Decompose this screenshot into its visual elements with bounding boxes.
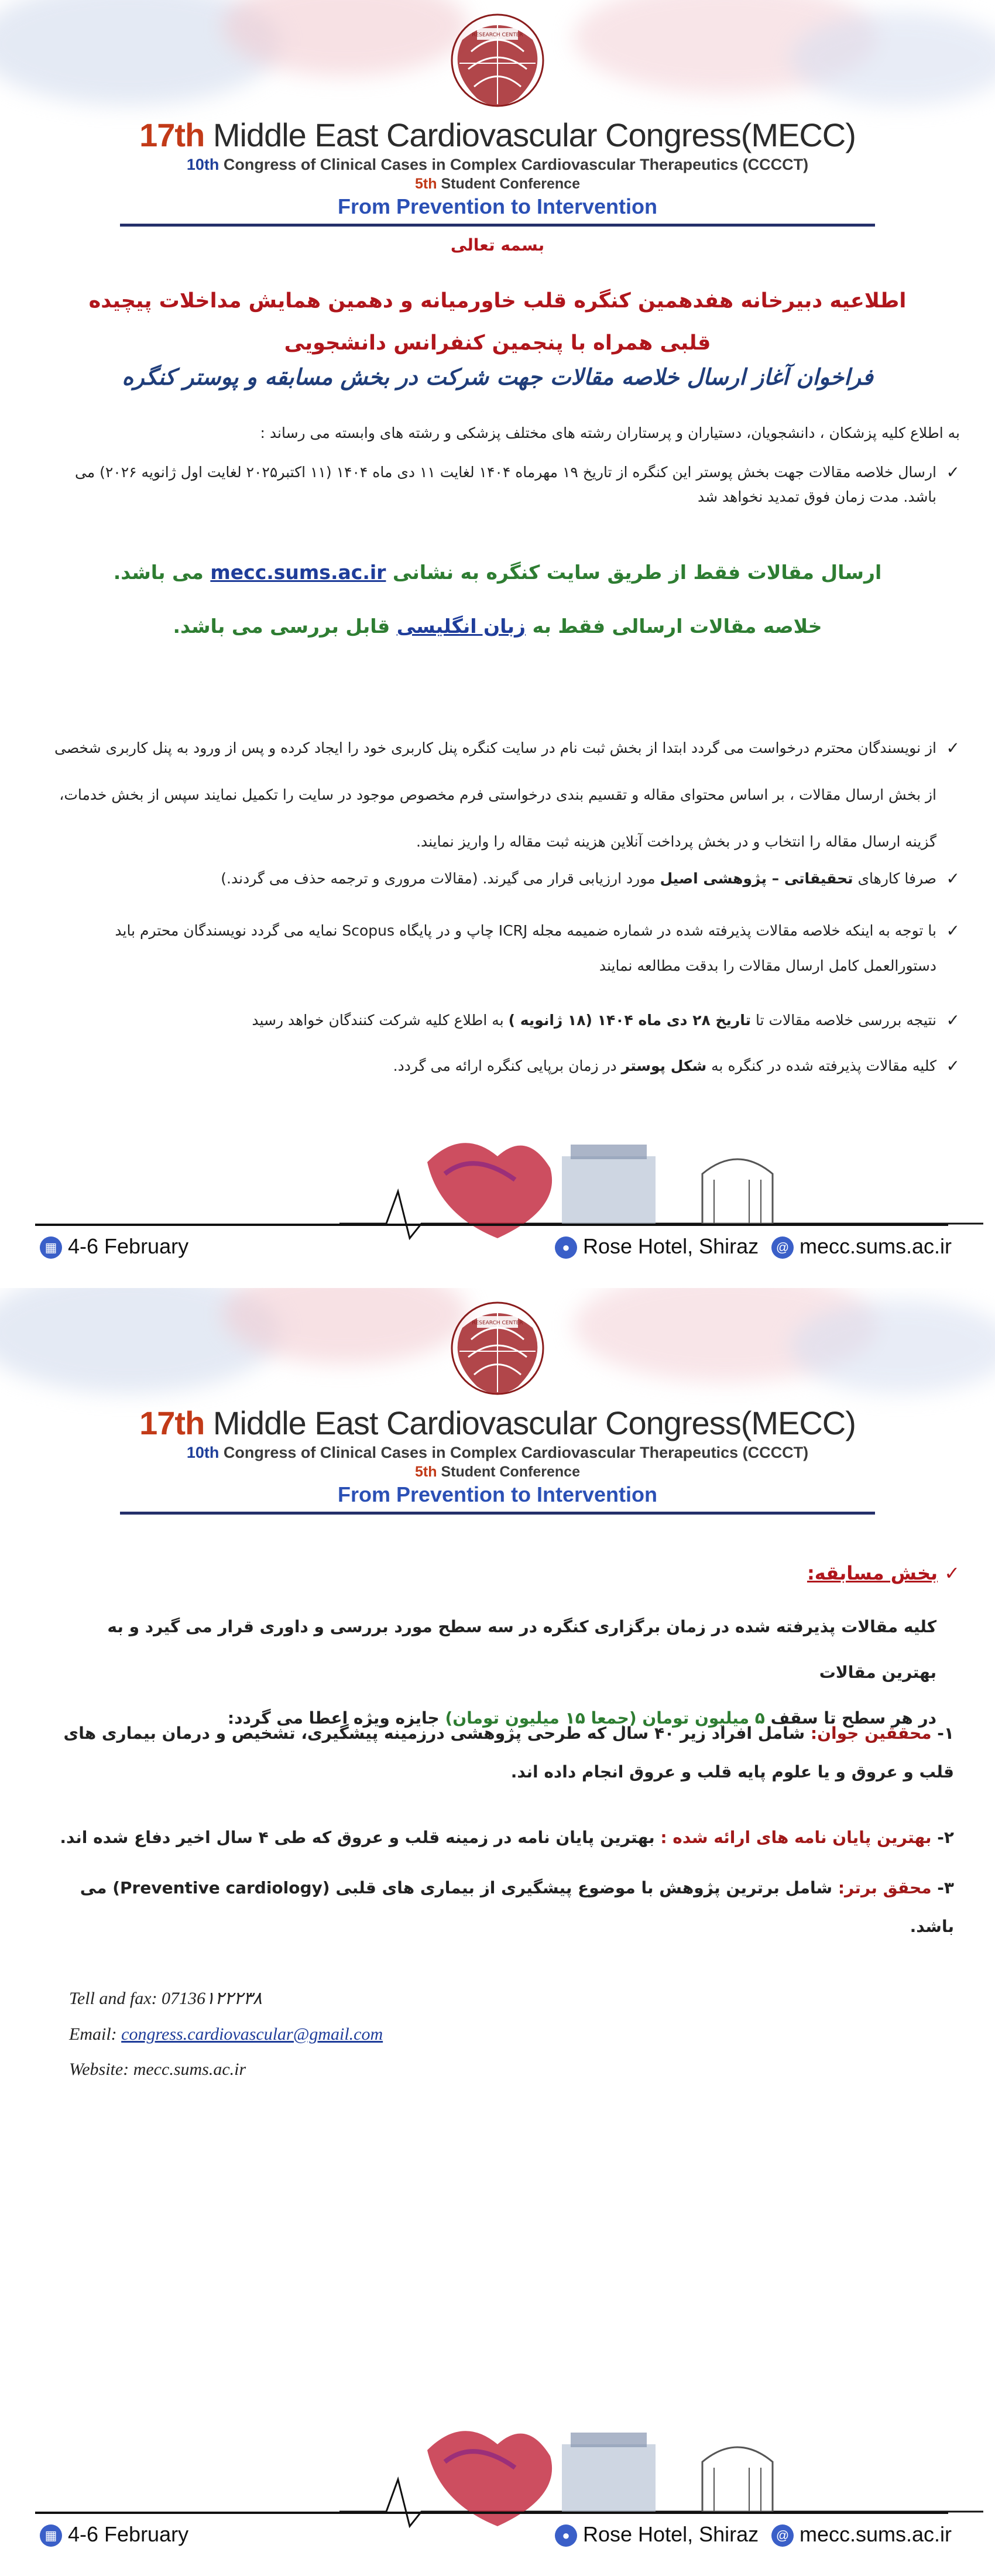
footer-venue: ● Rose Hotel, Shiraz bbox=[555, 2522, 759, 2547]
footer-website[interactable]: @ mecc.sums.ac.ir bbox=[771, 1234, 952, 1259]
footer-website[interactable]: @ mecc.sums.ac.ir bbox=[771, 2522, 952, 2547]
globe-icon: @ bbox=[771, 2524, 794, 2547]
bullet-results-date: ✓ نتیجه بررسی خلاصه مقالات تا تاریخ ۲۸ دی ماه ۱۴۰۴ (۱۸ ژانویه ) به اطلاع کلیه شرکت کنندگان خواهد رسید bbox=[47, 1008, 960, 1033]
congress-title: 17th Middle East Cardiovascular Congress(MECC) bbox=[139, 1405, 856, 1441]
check-icon: ✓ bbox=[938, 1562, 960, 1584]
slogan: From Prevention to Intervention bbox=[337, 194, 658, 218]
award-best-thesis: ۲- بهترین پایان نامه های ارائه شده : بهترین پایان نامه در زمینه قلب و عروق که طی ۴ سال اخیر دفاع شده اند. bbox=[60, 1828, 954, 1847]
competition-section-title: ✓ بخش مسابقه: bbox=[807, 1562, 960, 1584]
location-pin-icon: ● bbox=[555, 1236, 577, 1259]
footer-date: ▦ 4-6 February bbox=[40, 1234, 188, 1259]
bullet-registration-steps: ✓ از نویسندگان محترم درخواست می گردد ابتدا از بخش ثبت نام در سایت کنگره پنل کاربری خود را ایجاد کرده و پس از ورود به پنل کاربری شخصی از بخش ارسال مقالات ، بر اساس محتوای مقاله و تقسیم بندی درخواستی فرم مخصوص موجود در سایت را تکمیل نمایند سپس از بخش خدمات، گزینه ارسال مقاله را انتخاب و در بخش پرداخت آنلاین هزینه ثبت مقاله را واریز نمایند. bbox=[47, 725, 960, 865]
footer-venue: ● Rose Hotel, Shiraz bbox=[555, 1234, 759, 1259]
header-divider bbox=[120, 224, 875, 227]
footer-date: ▦ 4-6 February bbox=[40, 2522, 188, 2547]
congress-title: 17th Middle East Cardiovascular Congress(MECC) bbox=[139, 117, 856, 153]
bullet-icrj-scopus: ✓ با توجه به اینکه خلاصه مقالات پذیرفته شده در شماره ضمیمه مجله ICRJ چاپ و در پایگاه Scopus نمایه می گردد نویسندگان محترم باید دستورالعمل کامل ارسال مقالات را بدقت مطالعه نمایند bbox=[47, 913, 960, 984]
site-link[interactable]: mecc.sums.ac.ir bbox=[210, 561, 386, 584]
calendar-icon: ▦ bbox=[40, 1236, 62, 1259]
slogan: From Prevention to Intervention bbox=[337, 1482, 658, 1506]
footer-rule bbox=[35, 1224, 948, 1226]
header-divider bbox=[120, 1512, 875, 1515]
check-icon: ✓ bbox=[946, 1056, 960, 1075]
contact-tel: Tell and fax: 07136۱۲۲۲۳۸ bbox=[69, 1989, 262, 2008]
call-for-abstracts-heading: فراخوان آغاز ارسال خلاصه مقالات جهت شرکت در بخش مسابقه و پوستر کنگره bbox=[122, 364, 873, 390]
award-young-researchers: ۱- محققین جوان: شامل افراد زیر ۴۰ سال که طرحی پژوهشی درزمینه پیشگیری، تشخیص و درمان بیماری های قلب و عروق و یا علوم پایه قلب و عروق انجام داده اند. bbox=[63, 1724, 954, 1782]
contact-email: Email: congress.cardiovascular@gmail.com bbox=[69, 2025, 383, 2044]
footer-rule bbox=[35, 2512, 948, 2514]
email-link[interactable]: congress.cardiovascular@gmail.com bbox=[121, 2025, 383, 2044]
check-icon: ✓ bbox=[946, 1010, 960, 1030]
bullet-submission-dates: ✓ ارسال خلاصه مقالات جهت بخش پوستر این کنگره از تاریخ ۱۹ مهرماه ۱۴۰۴ لغایت ۱۱ دی ماه ۱۴۰۴ (۱۱ اکتبر۲۰۲۵ لغایت اول ژانویه ۲۰۲۶) می باشد. مدت زمان فوق تمدید نخواهد شد bbox=[47, 460, 960, 509]
check-icon: ✓ bbox=[946, 463, 960, 482]
cases-congress-title: 10th Congress of Clinical Cases in Complex Cardiovascular Therapeutics (CCCCT) bbox=[186, 1444, 809, 1461]
student-conference-title: 5th Student Conference bbox=[415, 1464, 580, 1480]
contact-website: Website: mecc.sums.ac.ir bbox=[69, 2060, 246, 2079]
globe-icon: @ bbox=[771, 1236, 794, 1259]
svg-text:RESEARCH CENTER: RESEARCH CENTER bbox=[472, 32, 523, 38]
competition-intro: کلیه مقالات پذیرفته شده در زمان برگزاری کنگره در سه سطح مورد بررسی و داوری قرار می گیرد و به بهترین مقالات در هر سطح تا سقف ۵ میلیون تومان (جمعا ۱۵ میلیون تومان) جایزه ویژه اعطا می گردد: bbox=[107, 1617, 936, 1728]
student-conference-title: 5th Student Conference bbox=[415, 176, 580, 192]
page-2 bbox=[0, 1288, 995, 2576]
calendar-icon: ▦ bbox=[40, 2524, 62, 2547]
award-top-researcher: ۳- محقق برتر: شامل برترین پژوهش با موضوع پیشگیری از بیماری های قلبی (Preventive cardiology) می باشد. bbox=[80, 1878, 954, 1936]
congress-logo bbox=[436, 5, 559, 116]
announcement-headline: اطلاعیه دبیرخانه هفدهمین کنگره قلب خاورمیانه و دهمین همایش مداخلات پیچیده قلبی همراه با پنجمین کنفرانس دانشجویی bbox=[88, 289, 907, 355]
check-icon: ✓ bbox=[946, 738, 960, 758]
check-icon: ✓ bbox=[946, 869, 960, 888]
english-only-notice: خلاصه مقالات ارسالی فقط به زبان انگلیسی قابل بررسی می باشد. bbox=[173, 615, 822, 638]
location-pin-icon: ● bbox=[555, 2524, 577, 2547]
bullet-poster-format: ✓ کلیه مقالات پذیرفته شده در کنگره به شکل پوستر در زمان برپایی کنگره ارائه می گردد. bbox=[47, 1054, 960, 1078]
bullet-original-research: ✓ صرفا کارهای تحقیقاتی – پژوهشی اصیل مورد ارزیابی قرار می گیرند. (مقالات مروری و ترجمه حذف می گردند.) bbox=[47, 866, 960, 891]
congress-logo bbox=[436, 1293, 559, 1404]
cases-congress-title: 10th Congress of Clinical Cases in Complex Cardiovascular Therapeutics (CCCCT) bbox=[186, 156, 809, 173]
bismillah: بسمه تعالی bbox=[450, 235, 545, 255]
svg-text:RESEARCH CENTER: RESEARCH CENTER bbox=[472, 1320, 523, 1326]
intro-text: به اطلاع کلیه پزشکان ، دانشجویان، دستیاران و پرستاران رشته های مختلف پزشکی و رشته های وابسته می رساند : bbox=[260, 424, 960, 441]
submit-via-site-notice: ارسال مقالات فقط از طریق سایت کنگره به نشانی mecc.sums.ac.ir می باشد. bbox=[113, 561, 882, 584]
check-icon: ✓ bbox=[946, 921, 960, 940]
